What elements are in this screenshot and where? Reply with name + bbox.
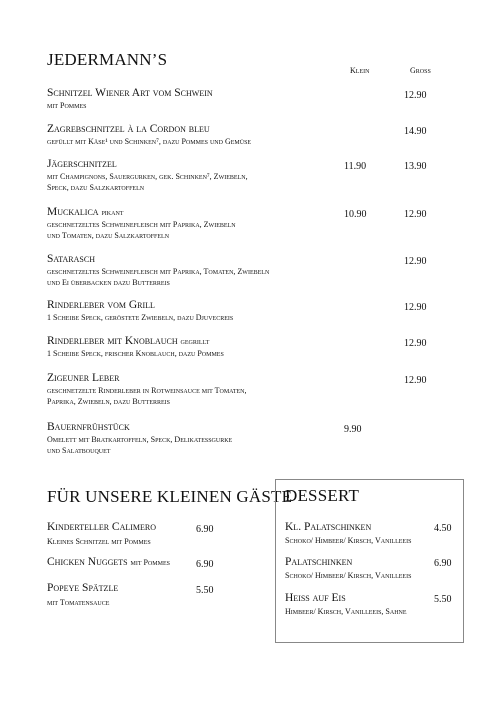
item-name-text: Kinderteller Calimero bbox=[47, 521, 157, 533]
item-name-text: Schnitzel Wiener Art vom Schwein bbox=[47, 87, 213, 99]
menu-item bbox=[47, 123, 337, 147]
item-description: geschnetzeltes Schweinefleisch mit Paprika, Tomaten, Zwiebeln bbox=[47, 267, 270, 276]
price-gross: 12.90 bbox=[404, 256, 427, 267]
price-gross: 12.90 bbox=[404, 375, 427, 386]
kids-item bbox=[47, 556, 170, 569]
price: 5.50 bbox=[196, 585, 214, 596]
item-name bbox=[47, 335, 337, 348]
item-name bbox=[47, 556, 170, 569]
price-gross: 13.90 bbox=[404, 161, 427, 172]
dessert-item bbox=[285, 521, 411, 546]
dessert-item bbox=[285, 592, 407, 617]
item-description: Himbeer/ Kirsch, Vanilleeis, Sahne bbox=[285, 607, 407, 616]
item-name-text: Popeye Spätzle bbox=[47, 582, 119, 594]
menu-item bbox=[47, 158, 337, 193]
item-description: gefüllt mit Käse¹ und Schinken⁷, dazu Pommes und Gemüse bbox=[47, 137, 252, 146]
menu-item bbox=[47, 335, 337, 359]
price: 6.90 bbox=[196, 524, 214, 535]
item-description: Schoko/ Himbeer/ Kirsch, Vanilleeis bbox=[285, 536, 412, 545]
item-name-text: Muckalica bbox=[47, 206, 99, 218]
item-name bbox=[47, 123, 337, 136]
item-description: Schoko/ Himbeer/ Kirsch, Vanilleeis bbox=[285, 571, 412, 580]
item-name bbox=[47, 372, 337, 385]
price-klein: 11.90 bbox=[344, 161, 367, 172]
menu-title: JEDERMANN’S bbox=[47, 50, 168, 69]
item-description: und Ei überbacken dazu Butterreis bbox=[47, 278, 170, 287]
price-gross: 14.90 bbox=[404, 126, 427, 137]
menu-item bbox=[47, 372, 337, 407]
item-tag: mit Pommes bbox=[130, 558, 170, 567]
item-name bbox=[47, 421, 337, 434]
menu-item bbox=[47, 206, 337, 241]
price-klein: 9.90 bbox=[344, 424, 362, 435]
item-name bbox=[47, 158, 337, 171]
item-name: Kl. Palatschinken bbox=[285, 521, 372, 533]
column-header-klein: Klein bbox=[350, 66, 370, 75]
item-name-text: Bauernfrühstück bbox=[47, 421, 130, 433]
item-name bbox=[47, 521, 156, 534]
item-description: Kleines Schnitzel mit Pommes bbox=[47, 537, 151, 546]
price-gross: 12.90 bbox=[404, 302, 427, 313]
item-description: 1 Scheibe Speck, geröstete Zwiebeln, dazu Djuvecreis bbox=[47, 313, 234, 322]
price: 6.90 bbox=[434, 558, 452, 569]
item-description: mit Champignons, Sauergurken, gek. Schinken⁷, Zwiebeln, bbox=[47, 172, 248, 181]
item-description: Paprika, Zwiebeln, dazu Butterreis bbox=[47, 397, 170, 406]
item-name-text: Zagrebschnitzel à la Cordon bleu bbox=[47, 123, 210, 135]
item-name-text: Jägerschnitzel bbox=[47, 158, 117, 170]
item-name-text: Rinderleber mit Knoblauch bbox=[47, 335, 178, 347]
column-header-gross: Gross bbox=[410, 66, 431, 75]
item-name: Palatschinken bbox=[285, 556, 353, 568]
menu-item bbox=[47, 87, 337, 111]
kids-item bbox=[47, 521, 156, 547]
item-name: Heiss auf Eis bbox=[285, 592, 346, 604]
item-tag: pikant bbox=[101, 208, 124, 217]
item-description: und Tomaten, dazu Salzkartoffeln bbox=[47, 231, 170, 240]
item-name-text: Chicken Nuggets bbox=[47, 556, 128, 568]
dessert-section-title: DESSERT bbox=[285, 486, 360, 505]
item-name bbox=[47, 582, 118, 595]
item-name-text: Satarasch bbox=[47, 253, 95, 265]
item-name bbox=[47, 206, 337, 219]
item-description: mit Tomatensauce bbox=[47, 598, 110, 607]
price-gross: 12.90 bbox=[404, 338, 427, 349]
price: 5.50 bbox=[434, 594, 452, 605]
item-name bbox=[47, 253, 337, 266]
kids-section-title: FÜR UNSERE KLEINEN GÄSTE bbox=[47, 487, 293, 506]
menu-item bbox=[47, 299, 337, 323]
item-description: 1 Scheibe Speck, frischer Knoblauch, dazu Pommes bbox=[47, 349, 224, 358]
item-name bbox=[47, 87, 337, 100]
item-description: geschnetzelte Rinderleber in Rotweinsauce mit Tomaten, bbox=[47, 386, 247, 395]
price: 4.50 bbox=[434, 523, 452, 534]
item-description: Omelett mit Bratkartoffeln, Speck, Delikatessgurke bbox=[47, 435, 233, 444]
kids-item bbox=[47, 582, 118, 608]
menu-item bbox=[47, 421, 337, 456]
price: 6.90 bbox=[196, 559, 214, 570]
item-description: und Salatbouquet bbox=[47, 446, 111, 455]
price-klein: 10.90 bbox=[344, 209, 367, 220]
item-name-text: Rinderleber vom Grill bbox=[47, 299, 155, 311]
menu-item bbox=[47, 253, 337, 288]
item-description: Speck, dazu Salzkartoffeln bbox=[47, 183, 145, 192]
price-gross: 12.90 bbox=[404, 209, 427, 220]
item-tag: gegrillt bbox=[180, 337, 210, 346]
item-description: geschnetzeltes Schweinefleisch mit Paprika, Zwiebeln bbox=[47, 220, 236, 229]
item-description: mit Pommes bbox=[47, 101, 87, 110]
dessert-item bbox=[285, 556, 411, 581]
price-gross: 12.90 bbox=[404, 90, 427, 101]
item-name-text: Zigeuner Leber bbox=[47, 372, 120, 384]
item-name bbox=[47, 299, 337, 312]
